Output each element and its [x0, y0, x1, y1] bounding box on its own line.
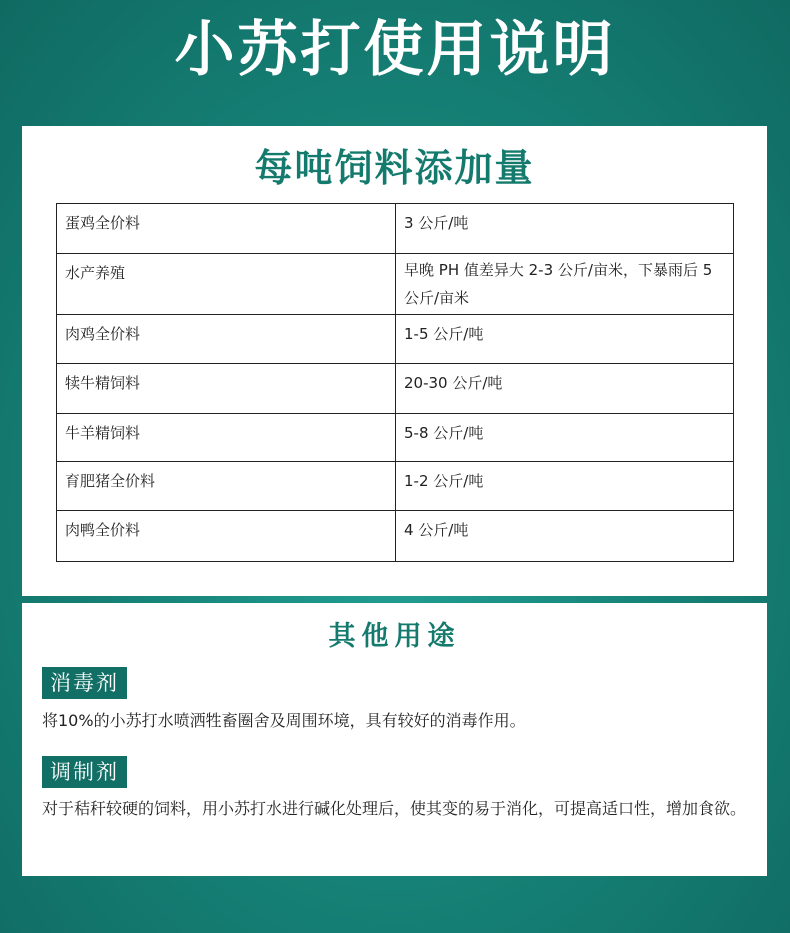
feed-type-cell: 蛋鸡全价料 [57, 204, 396, 254]
feed-dosage-heading: 每吨饲料添加量 [254, 146, 535, 190]
dosage-cell: 1-5 公斤/吨 [396, 315, 734, 364]
feed-type-cell: 育肥猪全价料 [57, 462, 396, 511]
table-row [57, 511, 734, 562]
dosage-cell: 1-2 公斤/吨 [396, 462, 734, 511]
page-title: 小苏打使用说明 [174, 15, 616, 85]
conditioner-tag: 调制剂 [42, 756, 127, 788]
other-uses-panel [22, 603, 767, 876]
dosage-cell: 20-30 公斤/吨 [396, 364, 734, 414]
feed-type-cell: 肉鸭全价料 [57, 511, 396, 562]
feed-type-cell: 牛羊精饲料 [57, 414, 396, 462]
dosage-cell: 4 公斤/吨 [396, 511, 734, 562]
dosage-cell: 3 公斤/吨 [396, 204, 734, 254]
feed-type-cell: 犊牛精饲料 [57, 364, 396, 414]
table-row [57, 315, 734, 364]
feed-type-cell: 肉鸡全价料 [57, 315, 396, 364]
feed-dosage-table [56, 203, 734, 562]
table-row [57, 204, 734, 254]
dosage-cell: 5-8 公斤/吨 [396, 414, 734, 462]
table-row [57, 462, 734, 511]
disinfectant-description: 将10%的小苏打水喷洒牲畜圈舍及周围环境，具有较好的消毒作用。 [42, 711, 526, 730]
feed-dosage-panel [22, 126, 767, 596]
table-row [57, 364, 734, 414]
table-row [57, 254, 734, 315]
dosage-cell: 早晚 PH 值差异大 2-3 公斤/亩米，下暴雨后 5 公斤/亩米 [396, 254, 734, 315]
table-row [57, 414, 734, 462]
feed-type-cell: 水产养殖 [57, 254, 396, 315]
other-uses-heading: 其他用途 [328, 621, 461, 652]
disinfectant-tag: 消毒剂 [42, 667, 127, 699]
conditioner-description: 对于秸秆较硬的饲料，用小苏打水进行碱化处理后，使其变的易于消化，可提高适口性，增加食欲。 [42, 799, 747, 818]
